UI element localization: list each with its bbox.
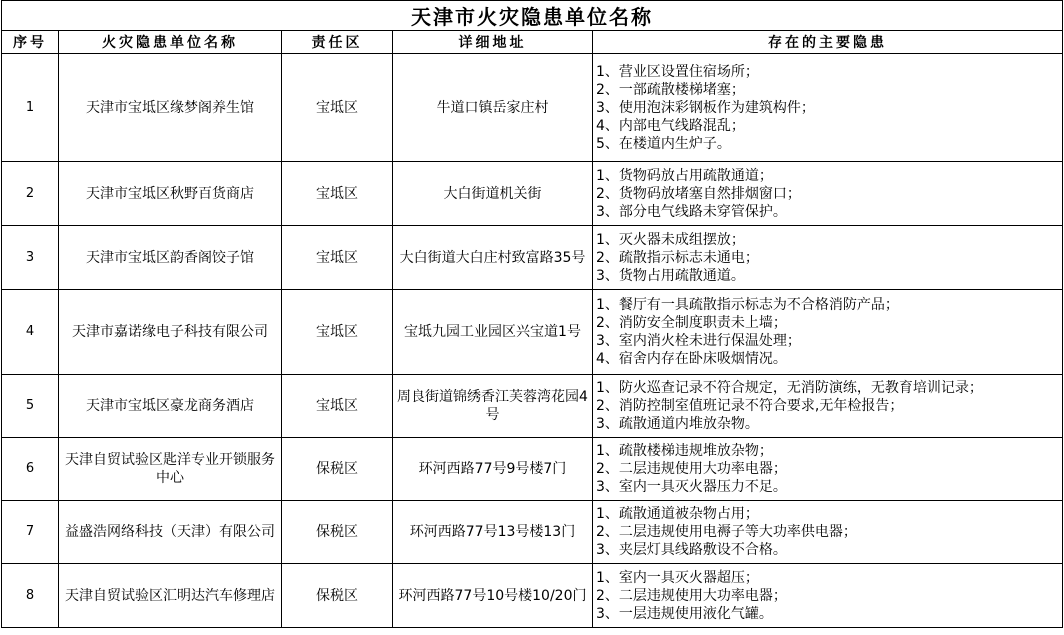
cell-issues (593, 501, 1063, 564)
title-row (2, 1, 1063, 31)
cell-index: 8 (2, 564, 59, 628)
cell-issues (593, 375, 1063, 438)
cell-name: 天津市宝坻区韵香阁饺子馆 (59, 226, 282, 290)
issue-item: 1、灭火器未成组摆放； (596, 231, 745, 248)
cell-address: 环河西路77号10号楼10/20门 (393, 564, 593, 628)
header-district: 责任区 (282, 31, 393, 54)
cell-index: 5 (2, 375, 59, 438)
cell-name: 天津自贸试验区汇明达汽车修理店 (59, 564, 282, 628)
issue-item: 3、一层违规使用液化气罐。 (596, 605, 773, 622)
issue-item: 3、部分电气线路未穿管保护。 (596, 203, 787, 220)
table-row (2, 501, 1063, 564)
issue-item: 1、货物码放占用疏散通道； (596, 167, 773, 184)
header-issues: 存在的主要隐患 (593, 31, 1063, 54)
issue-item: 2、货物码放堵塞自然排烟窗口； (596, 185, 801, 202)
cell-district: 宝坻区 (282, 54, 393, 162)
header-row (2, 31, 1063, 54)
table-row (2, 438, 1063, 501)
header-index: 序号 (2, 31, 59, 54)
cell-index: 6 (2, 438, 59, 501)
issue-item: 4、宿舍内存在卧床吸烟情况。 (596, 351, 787, 367)
issue-item: 3、疏散通道内堆放杂物。 (596, 416, 759, 432)
cell-district: 宝坻区 (282, 162, 393, 226)
header-address: 详细地址 (393, 31, 593, 54)
cell-index: 7 (2, 501, 59, 564)
cell-address: 牛道口镇岳家庄村 (393, 54, 593, 162)
cell-name: 益盛浩网络科技（天津）有限公司 (59, 501, 282, 564)
cell-index: 1 (2, 54, 59, 162)
cell-name: 天津市宝坻区豪龙商务酒店 (59, 375, 282, 438)
cell-index: 4 (2, 290, 59, 375)
issue-item: 1、疏散楼梯违规堆放杂物； (596, 443, 773, 459)
issue-item: 5、在楼道内生炉子。 (596, 135, 731, 152)
table-row (2, 54, 1063, 162)
cell-district: 保税区 (282, 438, 393, 501)
cell-district: 宝坻区 (282, 290, 393, 375)
cell-district: 保税区 (282, 501, 393, 564)
cell-name: 天津市宝坻区缘梦阁养生馆 (59, 54, 282, 162)
cell-address: 大白街道大白庄村致富路35号 (393, 226, 593, 290)
issue-item: 1、室内一具灭火器超压； (596, 569, 759, 586)
cell-issues (593, 162, 1063, 226)
cell-district: 宝坻区 (282, 226, 393, 290)
table-row (2, 162, 1063, 226)
issue-item: 2、一部疏散楼梯堵塞； (596, 81, 745, 98)
cell-address: 宝坻九园工业园区兴宝道1号 (393, 290, 593, 375)
cell-district: 宝坻区 (282, 375, 393, 438)
cell-issues (593, 226, 1063, 290)
cell-issues (593, 290, 1063, 375)
issue-item: 3、使用泡沫彩钢板作为建筑构件； (596, 99, 815, 116)
table-row (2, 564, 1063, 628)
cell-name: 天津市宝坻区秋野百货商店 (59, 162, 282, 226)
cell-address: 环河西路77号13号楼13门 (393, 501, 593, 564)
cell-index: 2 (2, 162, 59, 226)
cell-issues (593, 564, 1063, 628)
issue-item: 1、餐厅有一具疏散指示标志为不合格消防产品； (596, 297, 899, 313)
table-row (2, 375, 1063, 438)
issue-item: 3、室内消火栓未进行保温处理； (596, 333, 801, 349)
issue-item: 2、二层违规使用电褥子等大功率供电器； (596, 524, 857, 540)
fire-hazard-table (1, 0, 1063, 628)
issue-item: 1、疏散通道被杂物占用； (596, 506, 759, 522)
table-row (2, 290, 1063, 375)
issue-item: 1、防火巡查记录不符合规定，无消防演练，无教育培训记录； (596, 380, 983, 396)
issue-item: 3、室内一具灭火器压力不足。 (596, 479, 787, 495)
table-title: 天津市火灾隐患单位名称 (2, 1, 1063, 31)
cell-address: 大白街道机关街 (393, 162, 593, 226)
issue-item: 2、消防安全制度职责未上墙； (596, 315, 787, 331)
cell-district: 保税区 (282, 564, 393, 628)
cell-address: 周良街道锦绣香江芙蓉湾花园4号 (393, 375, 593, 438)
issue-item: 2、疏散指示标志未通电； (596, 249, 759, 266)
issue-item: 2、二层违规使用大功率电器； (596, 461, 787, 477)
header-name: 火灾隐患单位名称 (59, 31, 282, 54)
issue-item: 3、夹层灯具线路敷设不合格。 (596, 542, 787, 558)
cell-name: 天津市嘉诺缘电子科技有限公司 (59, 290, 282, 375)
issue-item: 1、营业区设置住宿场所； (596, 63, 759, 80)
issue-item: 2、消防控制室值班记录不符合要求,无年检报告； (596, 398, 904, 414)
table-row (2, 226, 1063, 290)
cell-address: 环河西路77号9号楼7门 (393, 438, 593, 501)
cell-issues (593, 438, 1063, 501)
issue-item: 4、内部电气线路混乱； (596, 117, 745, 134)
cell-name: 天津自贸试验区匙洋专业开锁服务中心 (59, 438, 282, 501)
cell-issues (593, 54, 1063, 162)
issue-item: 2、二层违规使用大功率电器； (596, 587, 787, 604)
issue-item: 3、货物占用疏散通道。 (596, 267, 745, 284)
cell-index: 3 (2, 226, 59, 290)
